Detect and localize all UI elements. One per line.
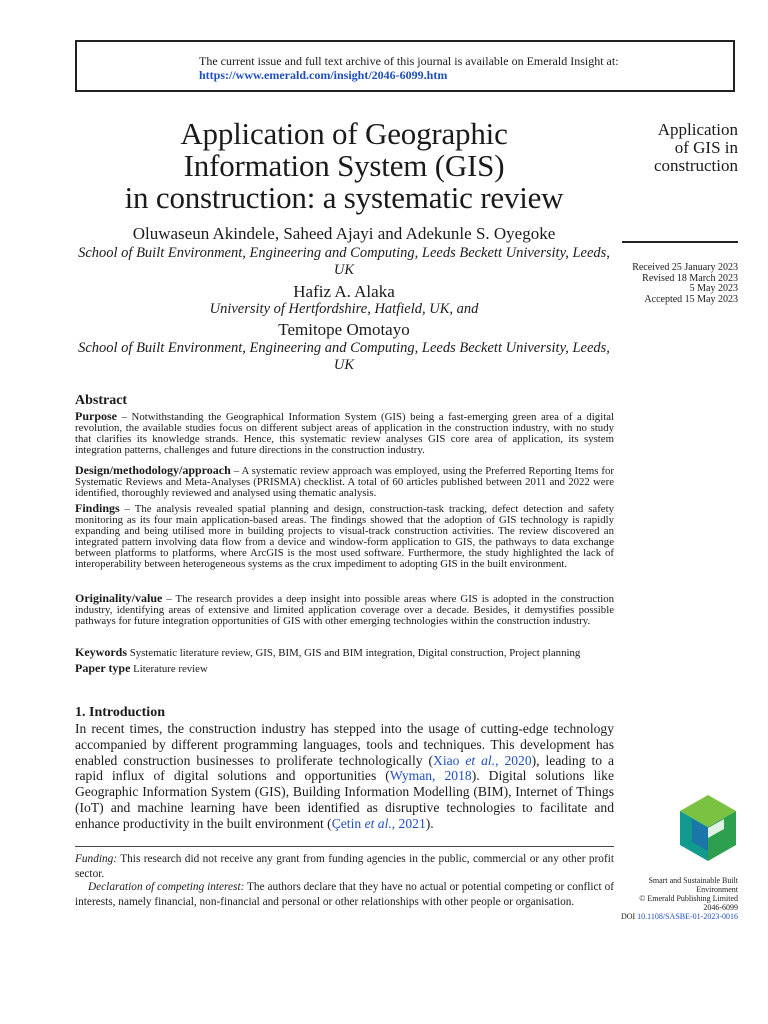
funding-text: This research did not receive any grant from funding agencies in the public, commercial or any other profit sector.	[75, 853, 614, 880]
citation-xiao-etal: et al.	[465, 752, 496, 768]
findings-label: Findings	[75, 501, 120, 515]
citation-xiao-year: , 2020	[495, 752, 532, 768]
keywords-label: Keywords	[75, 645, 127, 659]
doi-link[interactable]: 10.1108/SASBE-01-2023-0016	[637, 912, 738, 921]
author-group-3: Temitope Omotayo	[278, 320, 410, 339]
citation-wyman-2018[interactable]: Wyman, 2018	[389, 768, 472, 784]
funding-label: Funding:	[75, 853, 118, 865]
originality-label: Originality/value	[75, 591, 163, 605]
intro-text-1: In recent times, the construction industry has stepped into the usage of cutting-edge technology accompanied by different programming languages, tools and techniques. This development has enabled construction businesses to proliferate technologically (	[75, 721, 614, 768]
accepted-date: Accepted 15 May 2023	[644, 293, 738, 305]
paper-type-label: Paper type	[75, 661, 131, 675]
funding-footnote	[75, 852, 614, 881]
running-title	[654, 121, 738, 175]
introduction-heading: 1. Introduction	[75, 705, 165, 720]
paper-title	[75, 118, 613, 214]
journal-info	[621, 876, 738, 921]
doi-label: DOI	[620, 912, 636, 921]
emerald-journal-logo-icon	[678, 793, 738, 863]
article-history	[632, 263, 738, 305]
issn: 2046-6099	[703, 903, 738, 912]
affiliation-1: School of Built Environment, Engineering and Computing, Leeds Beckett University, Leeds, UK	[78, 245, 610, 278]
running-title-line-2: of GIS in	[674, 138, 738, 157]
journal-name-line-2: Environment	[696, 885, 738, 894]
journal-url-link[interactable]: https://www.emerald.com/insight/2046-6099.htm	[199, 68, 448, 82]
received-date: Received 25 January 2023	[632, 262, 738, 273]
citation-cetin-year: , 2021	[391, 815, 426, 831]
citation-xiao-2020[interactable]	[433, 753, 532, 768]
abstract-heading: Abstract	[75, 393, 128, 408]
citation-cetin-2021[interactable]	[332, 816, 426, 831]
abstract-paper-type	[75, 663, 614, 675]
design-label: Design/methodology/approach	[75, 463, 231, 477]
design-text: – A systematic review approach was employed, using the Preferred Reporting Items for Systematic Reviews and Meta-Analyses (PRISMA) checklist. A total of 60 articles published between 2011 and 2022 were identified, thoroughly reviewed and analysed using thematic analysis.	[75, 465, 614, 499]
affiliation-2: University of Hertfordshire, Hatfield, UK, and	[209, 301, 479, 317]
competing-interest-footnote	[75, 880, 614, 909]
doi-line	[621, 912, 738, 921]
purpose-label: Purpose	[75, 409, 117, 423]
intro-text-4: ).	[425, 815, 434, 831]
abstract-keywords	[75, 647, 614, 659]
citation-cetin-etal: et al.	[364, 815, 392, 831]
running-title-line-3: construction	[653, 156, 738, 175]
paper-type-text: Literature review	[130, 663, 208, 675]
revised-date-1: Revised 18 March 2023	[642, 272, 738, 284]
keywords-text: Systematic literature review, GIS, BIM, GIS and BIM integration, Digital construction, Project planning	[127, 647, 581, 659]
sidebar-divider	[622, 241, 738, 243]
title-line-1: Application of Geographic	[180, 116, 508, 151]
affiliation-3: School of Built Environment, Engineering and Computing, Leeds Beckett University, Leeds, UK	[78, 340, 610, 373]
author-group-2: Hafiz A. Alaka	[293, 282, 395, 301]
citation-cetin-author: Çetin	[331, 815, 365, 831]
originality-text: – The research provides a deep insight into possible areas where GIS is adopted in the construction industry, identifying areas of extensive and limited application coverage over a decade. Besides, it demystifies possible pathways for future integration opportunities of GIS with other emerging technologies within the construction industry.	[75, 593, 614, 627]
journal-notice-text: The current issue and full text archive of this journal is available on Emerald Insight at:	[199, 54, 619, 68]
revised-date-2: 5 May 2023	[689, 283, 738, 294]
intro-text-3: ). Digital solutions like Geographic Information System (GIS), Building Information Modelling (BIM), Internet of Things (IoT) and machine learning have been identified as disruptive technologies to facilitate and enhance productivity in the built environment (	[75, 768, 615, 831]
publisher: © Emerald Publishing Limited	[639, 894, 738, 903]
abstract-originality	[75, 593, 614, 627]
intro-text-2: ), leading to a rapid influx of digital solutions and opportunities (	[75, 752, 615, 784]
running-title-line-1: Application	[657, 120, 738, 139]
author-group-1: Oluwaseun Akindele, Saheed Ajayi and Adekunle S. Oyegoke	[132, 224, 556, 243]
citation-xiao-author: Xiao	[433, 752, 466, 768]
footnote-divider	[75, 846, 614, 847]
title-line-3: in construction: a systematic review	[124, 180, 564, 215]
journal-name-line-1: Smart and Sustainable Built	[648, 876, 738, 885]
introduction-paragraph	[75, 721, 614, 832]
abstract-purpose	[75, 411, 614, 456]
abstract-design	[75, 465, 614, 499]
abstract-findings	[75, 503, 614, 570]
findings-text: – The analysis revealed spatial planning and design, construction-task tracking, defect detection and safety monitoring as its four main application-based areas. The findings showed that the adoption of GIS technology is rapidly expanding and being utilised more in building projects to visual-track construction activities. The review discovered an integrated pattern involving data flow from a device and window-form application to GIS, the pathways to data exchange between platforms to platforms, where ArcGIS is the most used software. Furthermore, the study highlighted the lack of interoperability between heterogeneous systems as the crux impediment to adopting GIS in the built environment.	[75, 503, 614, 570]
purpose-text: – Notwithstanding the Geographical Information System (GIS) being a fast-emerging green area of a digital revolution, the available studies focus on different subject areas of application in the construction industry, with no study that clarifies its knowledge strands. Hence, this systematic review analyses GIS core area of application, its system integration patterns, challenges and future directions in the construction industry.	[75, 411, 614, 456]
competing-interest-label: Declaration of competing interest:	[88, 881, 245, 893]
title-line-2: Information System (GIS)	[183, 148, 505, 183]
competing-interest-text: The authors declare that they have no actual or potential competing or conflict of interests, namely financial, non-financial and personal or other relationships with other people or organisation.	[75, 881, 614, 908]
